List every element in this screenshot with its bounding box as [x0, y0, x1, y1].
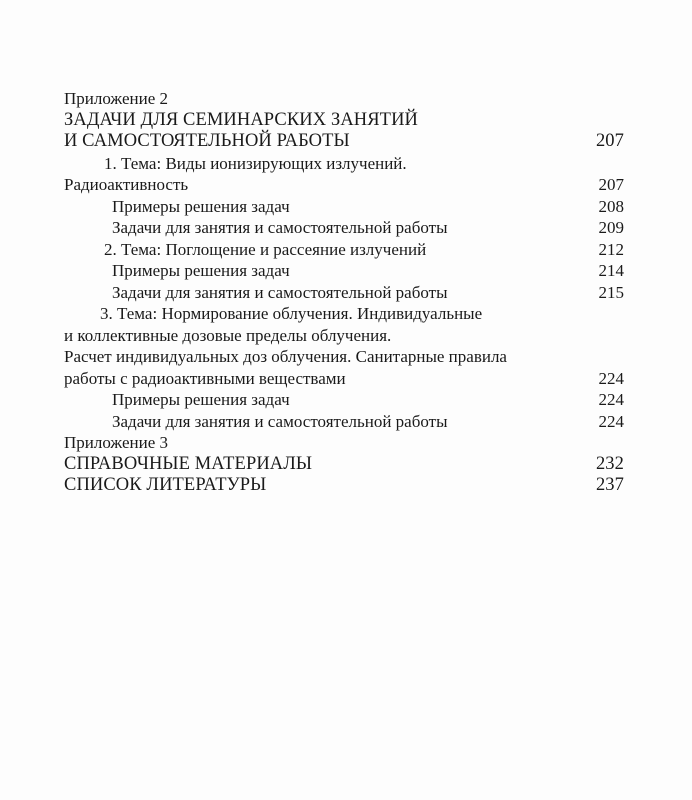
toc-entry-topic-2 [64, 239, 624, 261]
toc-entry-bibliography [64, 475, 624, 497]
toc-entry-text: СПРАВОЧНЫЕ МАТЕРИАЛЫ [64, 453, 313, 474]
toc-entry-page: 214 [598, 261, 624, 280]
toc-entry-text: И САМОСТОЯТЕЛЬНОЙ РАБОТЫ [64, 131, 350, 151]
table-of-contents [64, 88, 624, 497]
toc-entry-text: СПИСОК ЛИТЕРАТУРЫ [64, 475, 267, 495]
toc-entry-page: 212 [598, 239, 624, 259]
toc-entry-text: и коллективные дозовые пределы облучения. [64, 325, 392, 345]
toc-entry-appendix-3 [64, 432, 624, 454]
toc-entry-text: Примеры решения задач [112, 261, 290, 280]
toc-entry-page: 232 [595, 453, 624, 474]
toc-entry-page: 208 [598, 196, 624, 216]
toc-entry-topic-3-cont-2 [64, 346, 624, 368]
toc-entry-examples-1 [64, 196, 624, 218]
toc-entry-examples-3 [64, 389, 624, 411]
toc-entry-text: работы с радиоактивными веществами [64, 368, 346, 388]
toc-entry-topic-1-cont [64, 174, 624, 196]
toc-entry-text: ЗАДАЧИ ДЛЯ СЕМИНАРСКИХ ЗАНЯТИЙ [64, 109, 418, 130]
toc-entry-text: Задачи для занятия и самостоятельной работы [112, 282, 448, 302]
toc-entry-page: 209 [598, 218, 624, 237]
toc-entry-text: 2. Тема: Поглощение и рассеяние излучений [104, 239, 427, 259]
toc-entry-page: 207 [595, 131, 624, 151]
toc-entry-text: Примеры решения задач [112, 196, 290, 216]
toc-entry-topic-3-cont-3 [64, 368, 624, 390]
toc-entry-seminar-tasks-heading [64, 110, 624, 132]
toc-entry-tasks-3 [64, 411, 624, 433]
toc-entry-topic-3 [64, 303, 624, 325]
toc-entry-tasks-2 [64, 282, 624, 304]
toc-entry-page: 215 [598, 282, 624, 302]
toc-entry-reference-materials [64, 454, 624, 476]
toc-entry-examples-2 [64, 260, 624, 282]
toc-entry-appendix-2 [64, 88, 624, 110]
toc-entry-tasks-1 [64, 217, 624, 239]
toc-entry-text: Приложение 2 [64, 89, 168, 108]
toc-entry-seminar-tasks-heading-cont [64, 131, 624, 153]
toc-entry-page: 224 [598, 368, 624, 388]
toc-entry-text: Примеры решения задач [112, 390, 290, 409]
toc-entry-topic-3-cont-1 [64, 325, 624, 347]
toc-entry-page: 207 [598, 175, 624, 194]
toc-entry-page: 224 [598, 411, 624, 431]
toc-entry-text: Задачи для занятия и самостоятельной работы [112, 218, 448, 237]
toc-entry-text: Задачи для занятия и самостоятельной работы [112, 411, 448, 431]
toc-entry-text: Приложение 3 [64, 433, 168, 452]
toc-entry-text: 3. Тема: Нормирование облучения. Индивидуальные [100, 304, 483, 323]
toc-entry-page: 224 [598, 390, 624, 409]
toc-entry-text: 1. Тема: Виды ионизирующих излучений. [104, 153, 407, 173]
toc-entry-topic-1 [64, 153, 624, 175]
toc-entry-page: 237 [595, 475, 624, 495]
toc-entry-text: Расчет индивидуальных доз облучения. Санитарные правила [64, 347, 507, 366]
toc-entry-text: Радиоактивность [64, 175, 189, 194]
